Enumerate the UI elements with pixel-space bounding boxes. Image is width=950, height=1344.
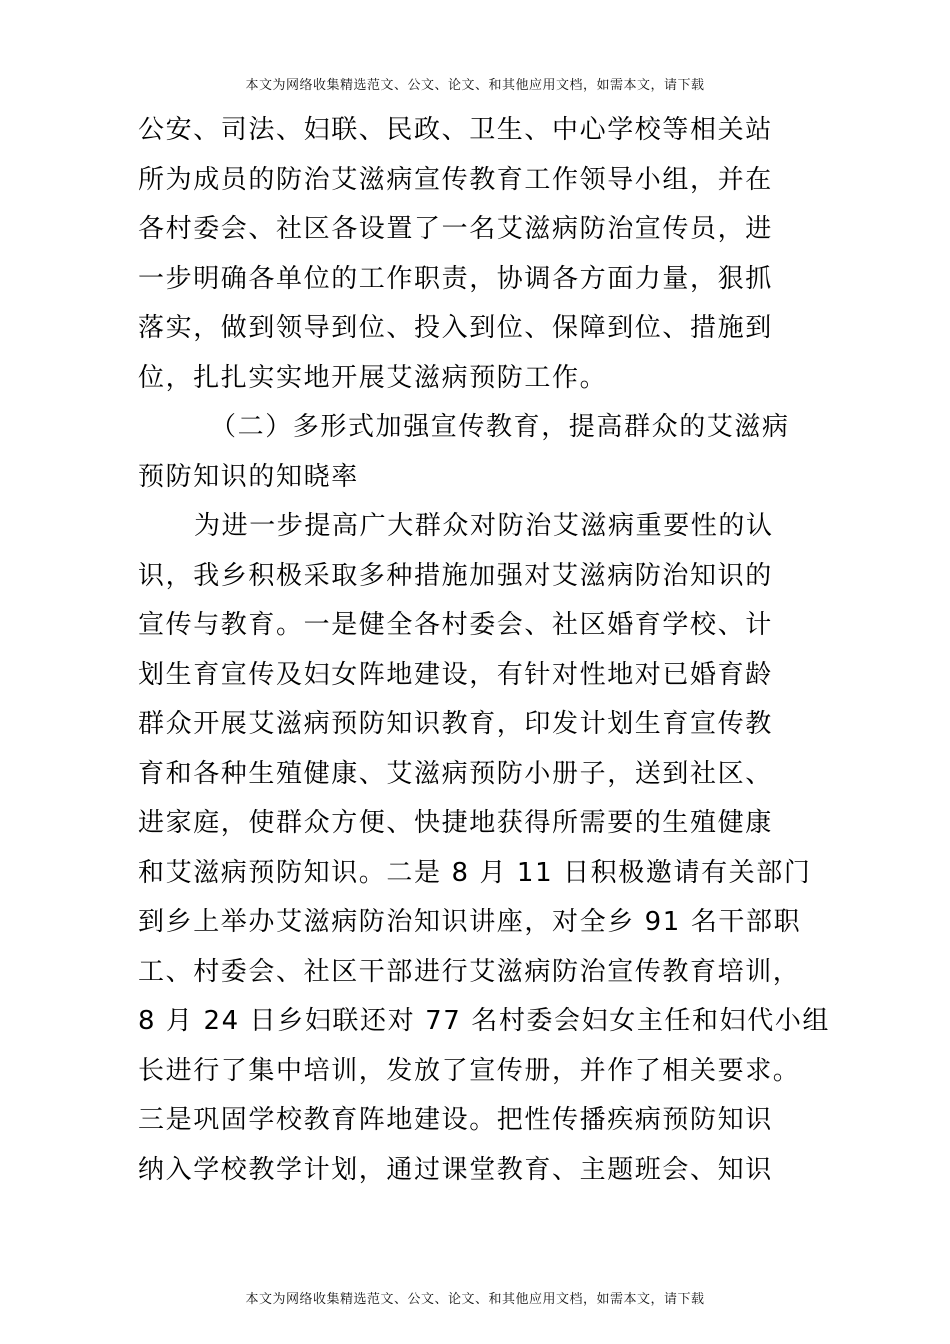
text-line: 8 月 24 日乡妇联还对 77 名村委会妇女主任和妇代小组 — [138, 1006, 831, 1036]
text-line: 宣传与教育。一是健全各村委会、社区婚育学校、计 — [138, 610, 773, 640]
document-body — [138, 106, 838, 1195]
text-line: 长进行了集中培训，发放了宣传册，并作了相关要求。 — [138, 1055, 801, 1086]
text-line: 一步明确各单位的工作职责，协调各方面力量，狠抓 — [138, 263, 773, 294]
text-line: 划生育宣传及妇女阵地建设，有针对性地对已婚育龄 — [138, 659, 773, 690]
text-line: 群众开展艾滋病预防知识教育，印发计划生育宣传教 — [138, 709, 773, 739]
text-line: 育和各种生殖健康、艾滋病预防小册子，送到社区、 — [138, 758, 773, 789]
page-footer: 本文为网络收集精选范文、公文、论文、和其他应用文档，如需本文，请下载 — [245, 1292, 705, 1307]
text-line: 进家庭，使群众方便、快捷地获得所需要的生殖健康 — [138, 808, 773, 838]
text-line: 纳入学校教学计划，通过课堂教育、主题班会、知识 — [138, 1154, 773, 1185]
section-heading-continuation: 预防知识的知晓率 — [138, 461, 359, 492]
page-header: 本文为网络收集精选范文、公文、论文、和其他应用文档，如需本文，请下载 — [245, 78, 705, 93]
text-line: 落实，做到领导到位、投入到位、保障到位、措施到 — [138, 313, 773, 343]
text-line: 识，我乡积极采取多种措施加强对艾滋病防治知识的 — [138, 560, 773, 591]
text-line: 和艾滋病预防知识。二是 8 月 11 日积极邀请有关部门 — [138, 857, 812, 888]
text-line: 各村委会、社区各设置了一名艾滋病防治宣传员，进 — [138, 214, 773, 244]
text-line: 所为成员的防治艾滋病宣传教育工作领导小组，并在 — [138, 164, 773, 195]
text-line: 工、村委会、社区干部进行艾滋病防治宣传教育培训， — [138, 956, 801, 987]
paragraph-start: 为进一步提高广大群众对防治艾滋病重要性的认 — [194, 511, 774, 541]
text-line: 位，扎扎实实地开展艾滋病预防工作。 — [138, 362, 608, 393]
text-line: 公安、司法、妇联、民政、卫生、中心学校等相关站 — [138, 115, 773, 145]
text-line: 三是巩固学校教育阵地建设。把性传播疾病预防知识 — [138, 1105, 773, 1135]
section-heading: （二）多形式加强宣传教育，提高群众的艾滋病 — [210, 412, 790, 442]
text-line: 到乡上举办艾滋病防治知识讲座，对全乡 91 名干部职 — [138, 907, 802, 937]
